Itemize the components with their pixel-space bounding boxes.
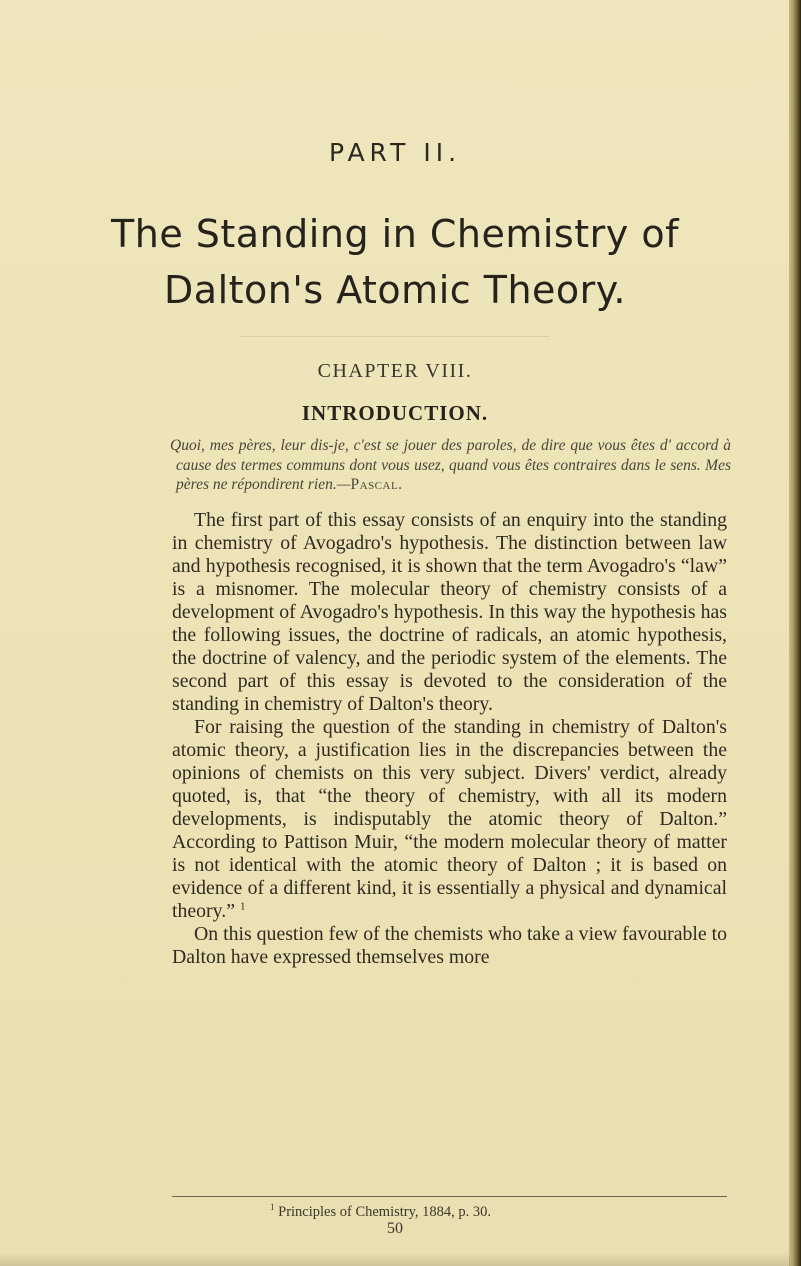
page-edge (789, 0, 801, 1266)
paragraph-2 (172, 716, 727, 923)
title-line-2: Dalton's Atomic Theory. (164, 268, 626, 312)
footnote-text: Principles of Chemistry, 1884, p. 30. (278, 1203, 492, 1220)
footnote-reference[interactable]: 1 (239, 900, 246, 913)
chapter-heading: CHAPTER VIII. (317, 360, 473, 382)
paragraph-3: On this question few of the chemists who take a view favourable to Dalton have expressed themselves more (172, 923, 727, 968)
epigraph-attribution: Pascal. (350, 476, 403, 493)
footnote-mark: 1 (270, 1202, 275, 1212)
footnote (270, 1202, 491, 1221)
epigraph-text: Quoi, mes pères, leur dis-je, c'est se jouer des paroles, de dire que vous êtes d' accord à cause des termes communs dont vous usez, quand vous êtes contraires dans le sens. Mes pères ne répondirent rien.— (170, 437, 731, 493)
paragraph-2-text: For raising the question of the standing in chemistry of Dalton's atomic theory, a justification lies in the discrepancies between the opinions of chemists on this very subject. Divers' verdict, already quoted, is, that “the theory of chemistry, with all its modern developments, is indisputably the atomic theory of Dalton.” According to Pattison Muir, “the modern molecular theory of matter is not identical with the atomic theory of Dalton ; it is based on evidence of a different kind, it is essentially a physical and dynamical theory.” (172, 716, 727, 922)
footnote-rule (172, 1196, 727, 1197)
part-heading: PART II. (328, 138, 462, 167)
title-line-1: The Standing in Chemistry of (111, 212, 679, 256)
page-bottom-shade (0, 1252, 790, 1266)
page-number: 50 (387, 1220, 403, 1237)
section-heading: INTRODUCTION. (301, 401, 489, 425)
title-divider (240, 336, 550, 337)
epigraph (170, 436, 731, 495)
paragraph-1: The first part of this essay consists of an enquiry into the standing in chemistry of Avogadro's hypothesis. The distinction between law and hypothesis recognised, it is shown that the term Avogadro's “law” is a misnomer. The molecular theory of chemistry consists of a development of Avogadro's hypothesis. In this way the hypothesis has the following issues, the doctrine of radicals, an atomic hypothesis, the doctrine of valency, and the periodic system of the elements. The second part of this essay is devoted to the consideration of the standing in chemistry of Dalton's theory. (172, 509, 727, 715)
body-text (172, 509, 727, 969)
